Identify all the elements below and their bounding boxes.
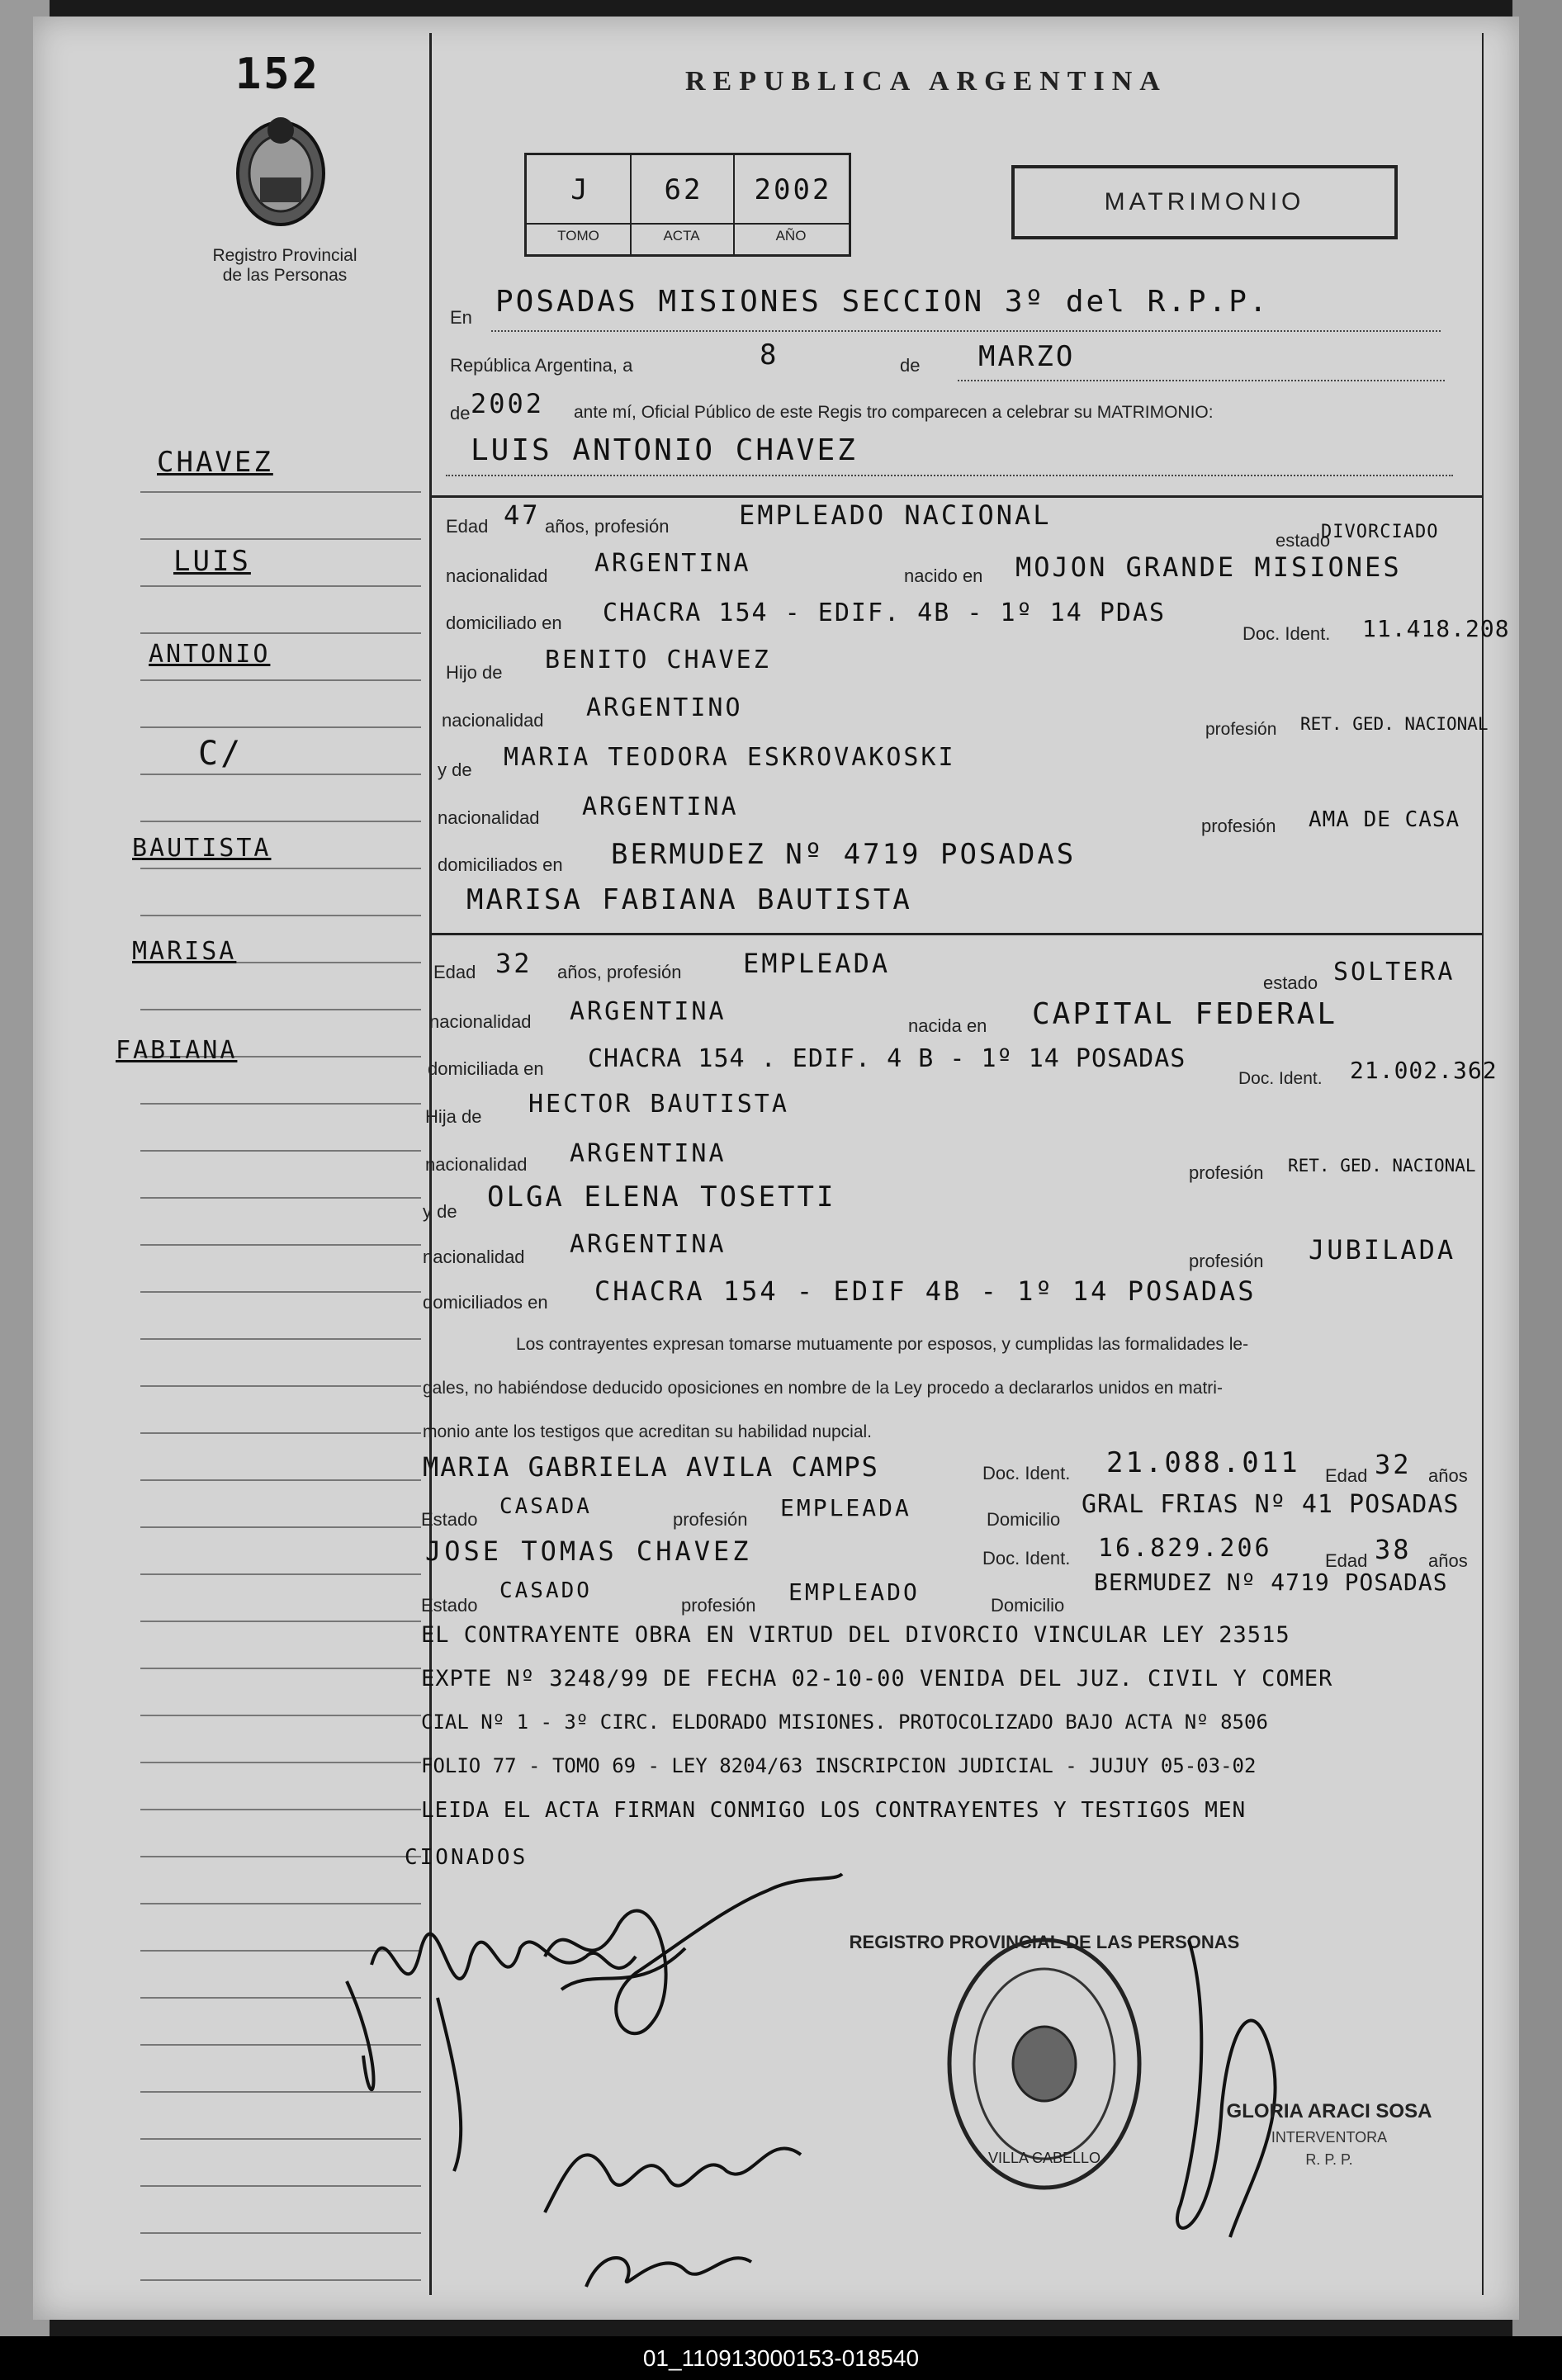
- groom-padre-nac-label: nacionalidad: [442, 710, 544, 731]
- signatures-area: [338, 1857, 1494, 2303]
- place-line: [491, 330, 1441, 332]
- note-line: CIONADOS: [405, 1845, 528, 1870]
- groom-hijo-label: Hijo de: [446, 662, 503, 683]
- margin-name: CHAVEZ: [157, 446, 273, 479]
- seal-ring-text: REGISTRO PROVINCIAL DE LAS PERSONAS: [849, 1932, 1240, 1952]
- groom-profesion: EMPLEADO NACIONAL: [739, 499, 1052, 531]
- witness-estado-label: Estado: [421, 1509, 478, 1530]
- bride-padre-prof-label: profesión: [1189, 1162, 1264, 1183]
- month-line: [958, 380, 1445, 381]
- place-value: POSADAS MISIONES SECCION 3º del R.P.P.: [495, 285, 1270, 319]
- ruled-line: [140, 726, 421, 728]
- bride-nacida: CAPITAL FEDERAL: [1032, 997, 1338, 1031]
- groom-full-name: LUIS ANTONIO CHAVEZ: [471, 433, 858, 467]
- witness-name: JOSE TOMAS CHAVEZ: [425, 1535, 752, 1567]
- section-divider: [429, 495, 1482, 498]
- groom-madre-nac-label: nacionalidad: [438, 807, 540, 828]
- box-divider: [527, 223, 849, 225]
- seal-bottom-text: VILLA CABELLO: [987, 2150, 1101, 2166]
- acta-label: ACTA: [663, 228, 700, 244]
- page-number: 152: [235, 50, 320, 99]
- witness-doc: 16.829.206: [1098, 1534, 1272, 1563]
- note-line: FOLIO 77 - TOMO 69 - LEY 8204/63 INSCRIPCION JUDICIAL - JUJUY 05-03-02: [421, 1754, 1257, 1777]
- bride-yde-label: y de: [423, 1201, 457, 1222]
- record-number-box: [524, 153, 851, 257]
- footer-caption: 01_110913000153-018540: [0, 2336, 1562, 2380]
- note-line: CIAL Nº 1 - 3º CIRC. ELDORADO MISIONES. PROTOCOLIZADO BAJO ACTA Nº 8506: [421, 1710, 1268, 1734]
- bride-madre-nac: ARGENTINA: [570, 1230, 727, 1259]
- ruled-line: [140, 632, 421, 634]
- document-page: [33, 17, 1519, 2320]
- bride-edad-label: Edad: [433, 962, 476, 982]
- witness-edad-label: Edad: [1325, 1550, 1368, 1571]
- bride-domicilio: CHACRA 154 . EDIF. 4 B - 1º 14 POSADAS: [588, 1044, 1186, 1073]
- ruled-line: [140, 774, 421, 775]
- ruled-line: [140, 1338, 421, 1340]
- declaration-line: gales, no habiéndose deducido oposiciones en nombre de la Ley procedo a declararlos unidos en matri-: [423, 1379, 1223, 1398]
- groom-doc-label: Doc. Ident.: [1242, 623, 1331, 644]
- en-label: En: [450, 307, 472, 328]
- ruled-line: [140, 1197, 421, 1199]
- witness-dom: GRAL FRIAS Nº 41 POSADAS: [1082, 1490, 1460, 1519]
- witness-name: MARIA GABRIELA AVILA CAMPS: [423, 1451, 879, 1483]
- groom-line: [446, 475, 1453, 476]
- groom-madre-prof-label: profesión: [1201, 816, 1276, 836]
- groom-doc: 11.418.208: [1362, 615, 1510, 642]
- bride-madre-prof-label: profesión: [1189, 1251, 1264, 1271]
- margin-name: FABIANA: [116, 1036, 238, 1065]
- groom-padre-prof-label: profesión: [1205, 720, 1277, 739]
- declaration-line: monio ante los testigos que acreditan su habilidad nupcial.: [423, 1422, 873, 1441]
- bride-madre-nac-label: nacionalidad: [423, 1247, 525, 1267]
- witness-estado: CASADO: [499, 1578, 592, 1603]
- official-seal: [850, 1932, 1240, 2188]
- witness-estado: CASADA: [499, 1494, 592, 1519]
- bride-padre: HECTOR BAUTISTA: [528, 1090, 789, 1119]
- witness-anos: años: [1428, 1465, 1468, 1486]
- note-line: EL CONTRAYENTE OBRA EN VIRTUD DEL DIVORCIO VINCULAR LEY 23515: [421, 1622, 1290, 1648]
- groom-padre-prof: RET. GED. NACIONAL: [1300, 714, 1489, 734]
- page-right-edge: [1512, 0, 1562, 2345]
- margin-name: BAUTISTA: [132, 834, 272, 863]
- ruled-line: [140, 491, 421, 493]
- day-value: 8: [760, 338, 779, 371]
- witness-dom-label: Domicilio: [991, 1595, 1065, 1616]
- witness-doc: 21.088.011: [1106, 1446, 1300, 1479]
- month-value: MARZO: [978, 340, 1076, 373]
- witness-estado-label: Estado: [421, 1595, 478, 1616]
- bride-nacida-label: nacida en: [908, 1015, 987, 1036]
- officer-stamp-name: GLORIA ARACI SOSA: [1226, 2100, 1432, 2122]
- groom-dom-label: domiciliado en: [446, 613, 562, 633]
- bride-full-name: MARISA FABIANA BAUTISTA: [466, 883, 912, 916]
- groom-padres-dom: BERMUDEZ Nº 4719 POSADAS: [611, 838, 1077, 871]
- margin-name: MARISA: [132, 937, 237, 966]
- bride-padre-nac-label: nacionalidad: [425, 1154, 528, 1175]
- ruled-line: [140, 679, 421, 681]
- tomo-label: TOMO: [557, 228, 599, 244]
- ruled-line: [140, 1150, 421, 1152]
- section-divider: [429, 933, 1482, 935]
- witness-edad: 32: [1375, 1449, 1412, 1480]
- note-line: EXPTE Nº 3248/99 DE FECHA 02-10-00 VENIDA DEL JUZ. CIVIL Y COMER: [421, 1666, 1333, 1692]
- bride-nac-label: nacionalidad: [429, 1011, 532, 1032]
- bride-padre-prof: RET. GED. NACIONAL: [1288, 1156, 1476, 1176]
- country-header: REPUBLICA ARGENTINA: [685, 66, 1167, 97]
- bride-estado-label: estado: [1263, 972, 1318, 993]
- bride-padres-dom: CHACRA 154 - EDIF 4B - 1º 14 POSADAS: [594, 1275, 1257, 1307]
- witness-prof-label: profesión: [681, 1595, 756, 1616]
- ruled-line: [140, 1432, 421, 1434]
- groom-padres-dom-label: domiciliados en: [438, 854, 563, 875]
- coat-of-arms-icon: [231, 107, 330, 231]
- bride-madre: OLGA ELENA TOSETTI: [487, 1181, 836, 1214]
- bride-estado: SOLTERA: [1333, 958, 1456, 987]
- witness-prof: EMPLEADO: [788, 1578, 920, 1606]
- ruled-line: [140, 1809, 421, 1810]
- groom-madre-nac: ARGENTINA: [582, 793, 739, 821]
- groom-nacido-label: nacido en: [904, 565, 983, 586]
- groom-edad-label: Edad: [446, 516, 489, 537]
- ruled-line: [140, 1244, 421, 1246]
- ruled-line: [140, 1573, 421, 1575]
- bride-madre-prof: JUBILADA: [1309, 1234, 1456, 1266]
- ruled-line: [140, 1291, 421, 1293]
- ruled-line: [140, 585, 421, 587]
- groom-estado-label: estado: [1276, 530, 1331, 551]
- groom-padre-nac: ARGENTINO: [586, 693, 743, 722]
- groom-domicilio: CHACRA 154 - EDIF. 4B - 1º 14 PDAS: [603, 599, 1167, 627]
- officer-stamp-org: R. P. P.: [1305, 2151, 1353, 2168]
- ruled-line: [140, 1715, 421, 1716]
- margin-name: C/: [198, 735, 244, 773]
- groom-estado: DIVORCIADO: [1321, 522, 1439, 542]
- declaration-line: Los contrayentes expresan tomarse mutuamente por esposos, y cumplidas las formalidades le-: [516, 1335, 1249, 1354]
- ruled-line: [140, 1479, 421, 1481]
- anio-value: 2002: [754, 173, 832, 206]
- officer-stamp-title: INTERVENTORA: [1271, 2129, 1388, 2146]
- signature-officer: [1177, 1940, 1276, 2237]
- ruled-line: [140, 1668, 421, 1669]
- bride-profesion: EMPLEADA: [743, 948, 891, 979]
- witness-doc-label: Doc. Ident.: [982, 1548, 1071, 1569]
- signature-groom: [347, 1934, 636, 2171]
- bride-doc-label: Doc. Ident.: [1238, 1069, 1323, 1088]
- ruled-line: [140, 868, 421, 869]
- witness-edad-label: Edad: [1325, 1465, 1368, 1486]
- groom-madre: MARIA TEODORA ESKROVAKOSKI: [504, 743, 956, 772]
- intro-text: ante mí, Oficial Público de este Regis tro comparecen a celebrar su MATRIMONIO:: [574, 403, 1214, 422]
- ruled-line: [140, 1103, 421, 1105]
- bride-hija-label: Hija de: [425, 1106, 482, 1127]
- anio-label: AÑO: [775, 228, 807, 244]
- ruled-line: [140, 915, 421, 916]
- republica-label: República Argentina, a: [450, 355, 633, 376]
- groom-edad: 47: [504, 499, 541, 531]
- witness-edad: 38: [1375, 1534, 1412, 1565]
- year-prefix: de: [450, 403, 471, 423]
- de-label: de: [900, 355, 921, 376]
- witness-prof: EMPLEADA: [780, 1494, 911, 1521]
- ruled-line: [140, 821, 421, 822]
- witness-prof-label: profesión: [673, 1509, 748, 1530]
- bride-nacionalidad: ARGENTINA: [570, 997, 727, 1026]
- margin-name: ANTONIO: [149, 640, 271, 669]
- registry-label: Registro Provincial de las Personas: [212, 246, 357, 285]
- acta-value: 62: [664, 173, 703, 206]
- margin-name: LUIS: [173, 545, 251, 578]
- ruled-line: [140, 1621, 421, 1622]
- bride-edad: 32: [495, 948, 532, 979]
- ruled-line: [140, 538, 421, 540]
- bride-prof-label: años, profesión: [557, 962, 682, 982]
- tomo-value: J: [570, 173, 590, 206]
- witness-doc-label: Doc. Ident.: [982, 1463, 1071, 1483]
- groom-yde-label: y de: [438, 759, 472, 780]
- groom-madre-prof: AMA DE CASA: [1309, 807, 1460, 832]
- groom-nac-label: nacionalidad: [446, 565, 548, 586]
- signature-witness-2: [586, 2258, 751, 2287]
- note-line: LEIDA EL ACTA FIRMAN CONMIGO LOS CONTRAYENTES Y TESTIGOS MEN: [421, 1798, 1247, 1823]
- bride-padres-dom-label: domiciliados en: [423, 1292, 548, 1313]
- bride-doc: 21.002.362: [1350, 1057, 1498, 1084]
- ruled-line: [140, 1762, 421, 1763]
- bride-dom-label: domiciliada en: [428, 1058, 544, 1079]
- ruled-line: [140, 1526, 421, 1528]
- witness-dom: BERMUDEZ Nº 4719 POSADAS: [1094, 1569, 1448, 1596]
- ruled-line: [140, 1385, 421, 1387]
- year-value: 2002: [471, 388, 545, 419]
- groom-padre: BENITO CHAVEZ: [545, 646, 771, 674]
- witness-anos: años: [1428, 1550, 1468, 1571]
- signature-witness-1: [545, 2148, 801, 2212]
- groom-prof-label: años, profesión: [545, 516, 670, 537]
- bride-padre-nac: ARGENTINA: [570, 1139, 727, 1168]
- witness-dom-label: Domicilio: [987, 1509, 1061, 1530]
- ruled-line: [140, 1009, 421, 1010]
- groom-nacionalidad: ARGENTINA: [594, 549, 751, 578]
- groom-nacido: MOJON GRANDE MISIONES: [1015, 551, 1402, 583]
- record-type-box: MATRIMONIO: [1011, 165, 1398, 239]
